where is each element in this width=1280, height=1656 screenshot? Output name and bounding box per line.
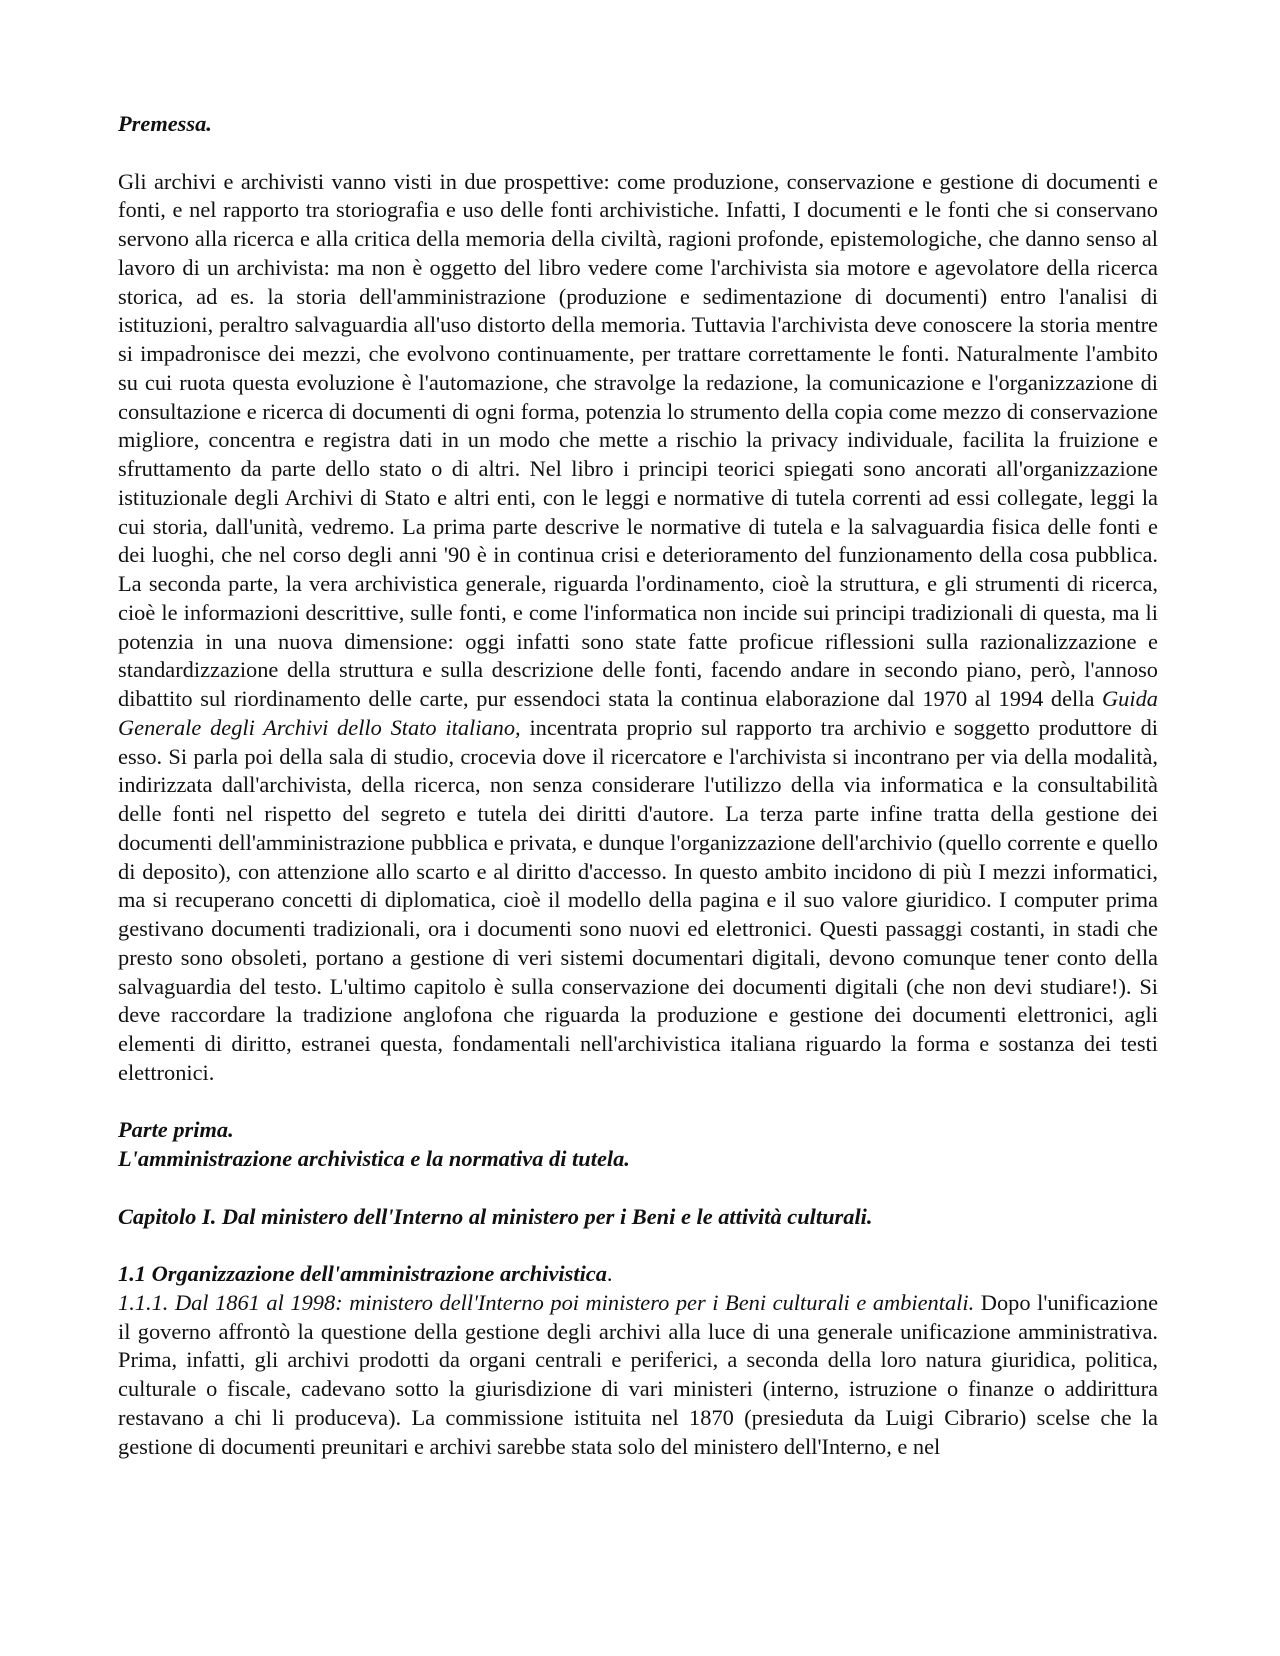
spacer (118, 1231, 1158, 1260)
chapter-one-heading: Capitolo I. Dal ministero dell'Interno al ministero per i Beni e le attività culturali. (118, 1203, 873, 1229)
premessa-heading: Premessa. (118, 111, 212, 136)
premessa-text-part-2: incentrata proprio sul rapporto tra archivio e soggetto produttore di esso. Si parla poi della sala di studio, crocevia dove il ricercatore e l'archivista si incontrano per via della modalità, indirizzata dall'archivista, della ricerca, non senza considerare l'utilizzo della via informatica e la consultabilità delle fonti nel rispetto del segreto e tutela dei diritti d'autore. La terza parte infine tratta della gestione dei documenti dell'amministrazione pubblica e privata, e dunque l'organizzazione dell'archivio (quello corrente e quello di deposito), con attenzione allo scarto e al diritto d'accesso. In questo ambito incidono di più I mezzi informatici, ma si recuperano concetti di diplomatica, cioè il modello della pagina e il suo valore giuridico. I computer prima gestivano documenti tradizionali, ora i documenti sono nuovi ed elettronici. Questi passaggi costanti, in stadi che presto sono obsoleti, portano a gestione di veri sistemi documentari digitali, devono comunque tener conto della salvaguardia del testo. L'ultimo capitolo è sulla conservazione dei documenti digitali (che non devi studiare!). Si deve raccordare la tradizione anglofona che riguarda la produzione e gestione dei documenti elettronici, agli elementi di diritto, estranei questa, fondamentali nell'archivistica italiana riguardo la forma e sostanza dei testi elettronici. (118, 714, 1159, 1085)
section-1-1-heading-line (118, 1260, 1158, 1289)
part-one-title: L'amministrazione archivistica e la normativa di tutela. (118, 1146, 630, 1171)
spacer (118, 1174, 1158, 1203)
section-1-1-1-body: Dopo l'unificazione il governo affrontò la questione della gestione degli archivi alla luce di una generale unificazione amministrativa. Prima, infatti, gli archivi prodotti da organi centrali e periferici, a seconda della loro natura giuridica, politica, culturale o fiscale, cadevano sotto la giurisdizione di vari ministeri (interno, istruzione o finanze o addirittura restavano a chi li produceva). La commissione istituita nel 1870 (presieduta da Luigi Cibrario) scelse che la gestione di documenti preunitari e archivi sarebbe stata solo del ministero dell'Interno, e nel (118, 1289, 1159, 1459)
section-1-1-heading-period: . (606, 1261, 613, 1286)
premessa-text-part-1: Gli archivi e archivisti vanno visti in due prospettive: come produzione, conservazione e gestione di documenti e fonti, e nel rapporto tra storiografia e uso delle fonti archivistiche. Infatti, I documenti e le fonti che si conservano servono alla ricerca e alla critica della memoria della civiltà, ragioni profonde, epistemologiche, che danno senso al lavoro di un archivista: ma non è oggetto del libro vedere come l'archivista sia motore e agevolatore della ricerca storica, ad es. la storia dell'amministrazione (produzione e sedimentazione di documenti) entro l'analisi di istituzioni, peraltro salvaguardia all'uso distorto della memoria. Tuttavia l'archivista deve conoscere la storia mentre si impadronisce dei mezzi, che evolvono continuamente, per trattare correttamente le fonti. Naturalmente l'ambito su cui ruota questa evoluzione è l'automazione, che stravolge la redazione, la comunicazione e l'organizzazione di consultazione e ricerca di documenti di ogni forma, potenzia lo strumento della copia come mezzo di conservazione migliore, concentra e registra dati in un modo che mette a rischio la privacy individuale, facilita la fruizione e sfruttamento da parte dello stato o di altri. Nel libro i principi teorici spiegati sono ancorati all'organizzazione istituzionale degli Archivi di Stato e altri enti, con le leggi e normative di tutela correnti ad essi collegate, leggi la cui storia, dall'unità, vedremo. La prima parte descrive le normative di tutela e la salvaguardia fisica delle fonti e dei luoghi, che nel corso degli anni '90 è in continua crisi e deterioramento del funzionamento della cosa pubblica. La seconda parte, la vera archivistica generale, riguarda l'ordinamento, cioè la struttura, e gli strumenti di ricerca, cioè le informazioni descrittive, sulle fonti, e come l'informatica non incide sui principi tradizionali di questa, ma li potenzia in una nuova dimensione: oggi infatti sono state fatte proficue riflessioni sulla razionalizzazione e standardizzazione della struttura e sulla descrizione delle fonti, facendo andare in secondo piano, però, l'annoso dibattito sul riordinamento delle carte, pur essendoci stata la continua elaborazione dal 1970 al 1994 della (118, 168, 1158, 711)
spacer (118, 1088, 1158, 1117)
book-title-guida-generale: Guida Generale degli Archivi dello Stato italiano, (118, 686, 1158, 740)
premessa-paragraph (118, 168, 1158, 1088)
section-1-1-heading: 1.1 Organizzazione dell'amministrazione archivistica (118, 1261, 607, 1286)
section-1-1-1-subheading: 1.1.1. Dal 1861 al 1998: ministero dell'Interno poi ministero per i Beni culturali e ambientali. (118, 1289, 975, 1315)
section-1-1-1-paragraph (118, 1289, 1158, 1462)
part-one-heading: Parte prima. (118, 1117, 234, 1143)
document-page (118, 110, 1158, 1461)
spacer (118, 139, 1158, 168)
